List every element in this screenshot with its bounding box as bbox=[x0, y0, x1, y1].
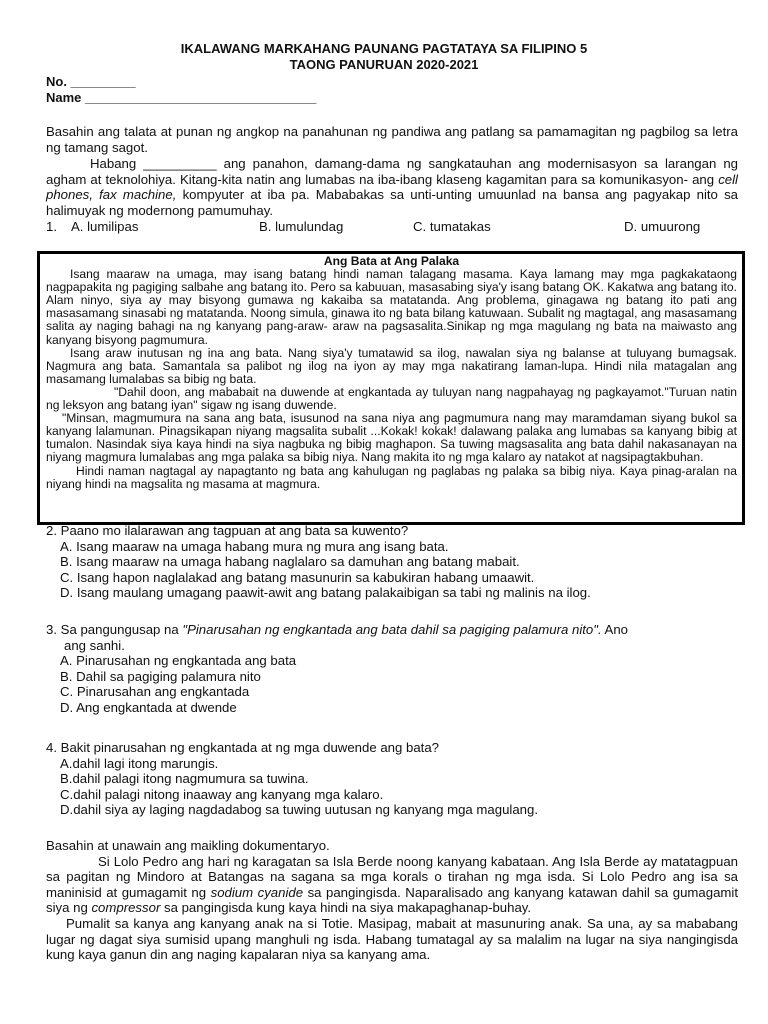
documentary-paragraph-1 bbox=[46, 854, 738, 916]
q3-stem bbox=[46, 622, 746, 638]
q3-option-c[interactable]: C. Pinarusahan ang engkantada bbox=[60, 684, 250, 700]
q3-option-d[interactable]: D. Ang engkantada at dwende bbox=[60, 699, 237, 715]
paragraph-italic: cell phones, fax machine, bbox=[46, 171, 738, 203]
name-field[interactable]: Name ________________________________ bbox=[46, 90, 317, 105]
q3-option-b[interactable]: B. Dahil sa pagiging palamura nito bbox=[60, 668, 261, 684]
q2-stem: 2. Paano mo ilalarawan ang tagpuan at ang bata sa kuwento? bbox=[46, 523, 409, 538]
q2-option-a[interactable]: A. Isang maaraw na umaga habang mura ng mura ang isang bata. bbox=[60, 538, 449, 554]
q1-choice-b[interactable]: B. lumulundag bbox=[259, 219, 344, 234]
q3-option-a[interactable]: A. Pinarusahan ng engkantada ang bata bbox=[60, 653, 297, 669]
doc-p1-a: Si Lolo Pedro ang hari ng karagatan sa Isla Berde noong kanyang kabataan. Ang Isla Berde ay matatagpuan sa pagitan ng Mindoro at Batangas na sagana sa mga korals o tirahan ng mga isda. Si Lolo Pedro ang isa sa maninisid at gumagamit ng bbox=[46, 853, 738, 900]
documentary-section bbox=[46, 838, 738, 963]
q4-option-a[interactable]: A.dahil lagi itong marungis. bbox=[60, 755, 219, 771]
q4-option-d[interactable]: D.dahil siya ay laging nagdadabog sa tuwing uutusan ng kanyang mga magulang. bbox=[60, 802, 539, 818]
q2-option-b[interactable]: B. Isang maaraw na umaga habang naglalaro sa damuhan ang batang mabait. bbox=[60, 554, 520, 570]
story-paragraph-5: Hindi naman nagtagal ay napagtanto ng bata ang kahulugan ng paglabas ng palaka sa bibig niya. Kaya pinag-aralan na niyang hindi na magsalita ng masama at magmura. bbox=[46, 463, 737, 491]
part1-paragraph bbox=[46, 156, 738, 218]
q2-option-c[interactable]: C. Isang hapon naglalakad ang batang masunurin sa kabukiran habang umaawit. bbox=[60, 569, 535, 585]
paragraph-text-a: Habang __________ ang panahon, damang-dama ng sangkatauhan ang modernisasyon sa larangan ng agham at teknolohiya. Kitang-kita natin ang lumabas na iba-ibang klaseng kagamitan para sa komunikasyon- ang bbox=[46, 156, 738, 187]
doc-p1-italic-1: sodium cyanide bbox=[210, 884, 304, 900]
q1-number: 1. bbox=[46, 219, 57, 234]
question-1-choices bbox=[46, 219, 746, 235]
q1-choice-c[interactable]: C. tumatakas bbox=[413, 219, 491, 234]
q4-option-c[interactable]: C.dahil palagi nitong inaaway ang kanyang mga kalaro. bbox=[60, 786, 384, 802]
q3-stem-a: 3. Sa pangungusap na bbox=[46, 622, 183, 637]
school-year: TAONG PANURUAN 2020-2021 bbox=[289, 57, 479, 72]
q1-choice-a[interactable]: A. lumilipas bbox=[71, 219, 139, 234]
q4-stem: 4. Bakit pinarusahan ng engkantada at ng mga duwende ang bata? bbox=[46, 740, 439, 755]
question-4 bbox=[46, 740, 746, 818]
part2-instruction: Basahin at unawain ang maikling dokumentaryo. bbox=[46, 838, 330, 853]
question-3 bbox=[46, 622, 746, 716]
q2-option-d[interactable]: D. Isang maulang umagang paawit-awit ang batang palakaibigan sa tabi ng malinis na ilog. bbox=[60, 585, 591, 601]
q3-stem-b: Ano bbox=[601, 622, 629, 637]
story-paragraph-3: "Dahil doon, ang mababait na duwende at engkantada ay tuluyan nang nagpahayag ng pagkayamot."Turuan natin ng leksyon ang batang iyan" sigaw ng isang duwende. bbox=[46, 384, 737, 413]
story-title: Ang Bata at Ang Palaka bbox=[323, 254, 460, 268]
part1-instruction: Basahin ang talata at punan ng angkop na panahunan ng pandiwa ang patlang sa pamamagitan ng pagbilog sa letra ng tamang sagot. bbox=[46, 124, 738, 155]
story-paragraph-4: "Minsan, magmumura na sana ang bata, isusunod na sana niya ang pagmumura nang may maramdaman siyang bukol sa kanyang lalamunan. Pinagsikapan niyang magsalita subalit ...Kokak! kokak! dalawang palaka ang lumabas sa kanyang bibig at tumalon. Nasindak siya kaya hindi na siya nagbuka ng bibig maghapon. Sa tuwing magsasalita ang bata dahil nakasanayan na niyang magmura lumalabas ang mga palaka sa bibig niya. Nang makita ito ng mga kalaro ay natakot at nagsipagtakbuhan. bbox=[46, 411, 737, 465]
question-2 bbox=[46, 523, 746, 601]
documentary-paragraph-2: Pumalit sa kanya ang kanyang anak na si Totie. Masipag, mabait at masunuring anak. Sa una, ay sa mababang lugar ng dagat siya sumisid upang manghuli ng isda. Habang tumatagal ay sa malalim na lugar na siya nangingisda kung kaya ganun din ang naging kapalaran niya sa kanyang ama. bbox=[46, 915, 738, 963]
q3-stem-quote: "Pinarusahan ng engkantada ang bata dahil sa pagiging palamura nito". bbox=[182, 622, 602, 637]
q3-stem-continued: ang sanhi. bbox=[64, 637, 125, 653]
q4-option-b[interactable]: B.dahil palagi itong nagmumura sa tuwina. bbox=[60, 771, 309, 787]
story-paragraph-1: Isang maaraw na umaga, may isang batang hindi naman talagang masama. Kaya lamang may mga pagkakataong nagpapakita ng pagiging salbahe ang batang ito. Pero sa kabuuan, masasabing siya'y isang batang OK. Kakatwa ang batang ito. Alam ninyo, siya ay may bisyong gumawa ng kakaiba sa matatanda. Ang problema, ginagawa ng batang ito pati ang masasamang sinasabi ng matatanda. Noong simula, ginawa ito ng bata bilang katuwaan. Subalit ng magtagal, ang masasamang salita ay naging bahagi na ng kanyang pang-araw- araw na pagsasalita.Sinikap ng mga magulang ng bata na maiwasto ang kanyang bisyong pagmumura. bbox=[46, 267, 737, 347]
doc-p1-italic-2: compressor bbox=[91, 900, 161, 916]
story-box bbox=[37, 251, 745, 525]
paragraph-text-b: kompyuter at iba pa. Mababakas sa unti-unting umuunlad na bansa ang pagyakap nito sa halimuyak ng modernong pamumuhay. bbox=[46, 187, 738, 218]
worksheet-title: IKALAWANG MARKAHANG PAUNANG PAGTATAYA SA FILIPINO 5 bbox=[180, 41, 588, 56]
number-field[interactable]: No. _________ bbox=[46, 74, 136, 89]
doc-p1-c: sa pangingisda kung kaya hindi na siya makapaghanap-buhay. bbox=[160, 900, 532, 916]
doc-p1-b: sa pangingisda. Naparalisado ang kanyang katawan dahil sa gumagamit siya ng bbox=[46, 884, 738, 916]
q1-choice-d[interactable]: D. umuurong bbox=[624, 219, 701, 234]
story-paragraph-2: Isang araw inutusan ng ina ang bata. Nang siya'y tumatawid sa ilog, nawalan siya ng balanse at tuluyang bumagsak. Nagmura ang bata. Samantala sa palibot ng ilog na iyon ay may mga nakatirang laman-lupa. Hindi nila matagalan ang masamang lumalabas sa bibig ng bata. bbox=[46, 345, 737, 386]
